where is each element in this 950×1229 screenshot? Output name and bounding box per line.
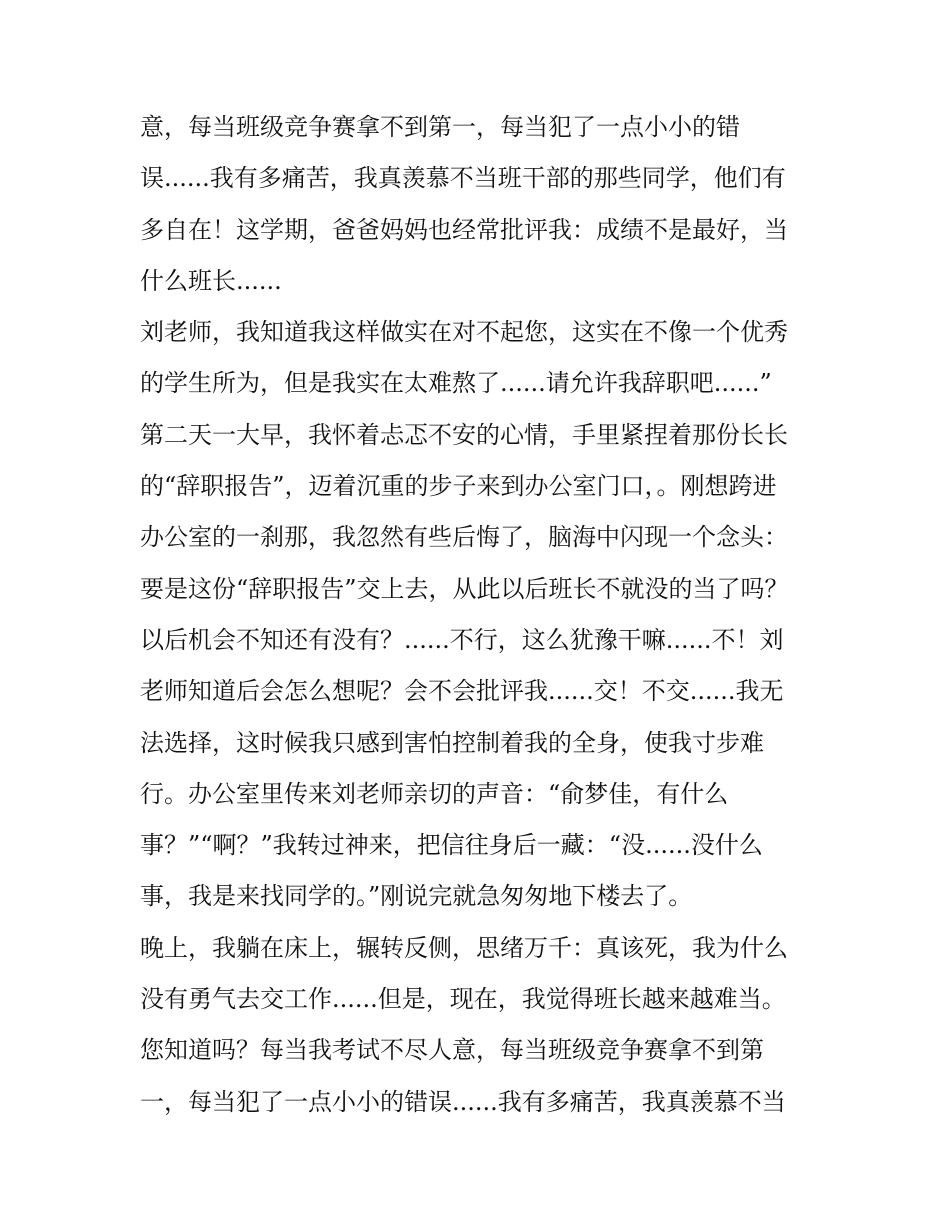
text-line: 多自在！这学期，爸爸妈妈也经常批评我：成绩不是最好，当 bbox=[140, 215, 788, 244]
text-line: 第二天一大早，我怀着忐忑不安的心情，手里紧捏着那份长长 bbox=[140, 420, 788, 449]
text-line: 一，每当犯了一点小小的错误......我有多痛苦，我真羡慕不当 bbox=[140, 1087, 786, 1116]
text-line: 的学生所为，但是我实在太难熬了......请允许我辞职吧......” bbox=[140, 369, 772, 398]
text-line: 法选择，这时候我只感到害怕控制着我的全身，使我寸步难 bbox=[140, 728, 764, 757]
body-text bbox=[140, 102, 820, 1128]
text-line: 行。办公室里传来刘老师亲切的声音：“俞梦佳，有什么 bbox=[140, 779, 729, 808]
text-line: 以后机会不知还有没有？......不行，这么犹豫干嘛......不！刘 bbox=[140, 625, 784, 654]
text-line: 要是这份“辞职报告”交上去，从此以后班长不就没的当了吗？ bbox=[140, 574, 789, 603]
text-line: 什么班长...... bbox=[140, 266, 282, 295]
text-line: 没有勇气去交工作......但是，现在，我觉得班长越来越难当。 bbox=[140, 985, 786, 1014]
text-line: 您知道吗？每当我考试不尽人意，每当班级竞争赛拿不到第 bbox=[140, 1036, 764, 1065]
text-line: 事？”“啊？”我转过神来，把信往身后一藏：“没......没什么 bbox=[140, 831, 763, 860]
text-line: 事，我是来找同学的。”刚说完就急匆匆地下楼去了。 bbox=[140, 882, 693, 911]
text-line: 的“辞职报告”，迈着沉重的步子来到办公室门口，。刚想跨进 bbox=[140, 472, 777, 501]
text-line: 办公室的一刹那，我忽然有些后悔了，脑海中闪现一个念头： bbox=[140, 523, 788, 552]
text-line: 老师知道后会怎么想呢？会不会批评我......交！不交......我无 bbox=[140, 677, 784, 706]
text-line: 晚上，我躺在床上，辗转反侧，思绪万千：真该死，我为什么 bbox=[140, 933, 788, 962]
text-line: 意，每当班级竞争赛拿不到第一，每当犯了一点小小的错 bbox=[140, 113, 740, 141]
text-line: 误......我有多痛苦，我真羡慕不当班干部的那些同学，他们有 bbox=[140, 164, 786, 193]
text-line: 刘老师，我知道我这样做实在对不起您，这实在不像一个优秀 bbox=[140, 318, 788, 347]
